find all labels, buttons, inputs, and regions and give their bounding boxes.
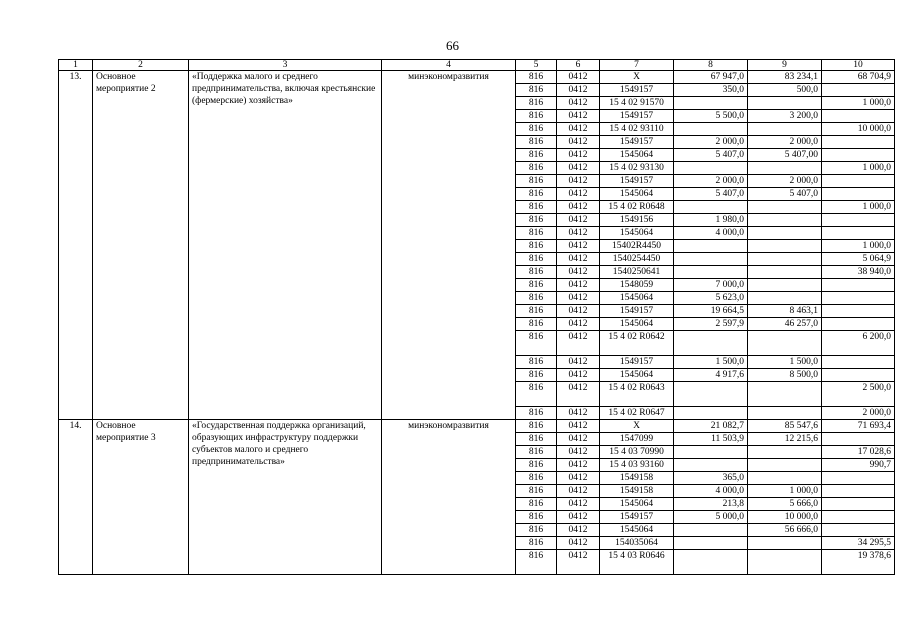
cell-value-8: 2 000,0	[674, 175, 748, 188]
cell-grbs: 816	[516, 123, 557, 136]
cell-value-10	[822, 498, 895, 511]
cell-value-8: 5 407,0	[674, 188, 748, 201]
cell-value-8: 4 000,0	[674, 485, 748, 498]
cell-value-8: 2 597,9	[674, 318, 748, 331]
cell-rzpr: 0412	[557, 318, 600, 331]
cell-rzpr: 0412	[557, 110, 600, 123]
cell-value-8	[674, 201, 748, 214]
cell-value-10	[822, 369, 895, 382]
cell-grbs: 816	[516, 407, 557, 420]
cell-grbs: 816	[516, 97, 557, 110]
cell-csr: 1549157	[600, 305, 674, 318]
cell-value-10: 1 000,0	[822, 240, 895, 253]
cell-value-10	[822, 227, 895, 240]
cell-grbs: 816	[516, 305, 557, 318]
cell-value-9	[748, 459, 822, 472]
cell-value-8: 5 000,0	[674, 511, 748, 524]
cell-grbs: 816	[516, 472, 557, 485]
cell-grbs: 816	[516, 433, 557, 446]
cell-value-9	[748, 550, 822, 575]
cell-value-8: 5 407,0	[674, 149, 748, 162]
cell-value-8	[674, 331, 748, 356]
cell-rzpr: 0412	[557, 97, 600, 110]
cell-grbs: 816	[516, 201, 557, 214]
cell-grbs: 816	[516, 266, 557, 279]
cell-rzpr: 0412	[557, 123, 600, 136]
table-body	[59, 71, 895, 575]
cell-value-10	[822, 485, 895, 498]
cell-value-10	[822, 292, 895, 305]
cell-value-10	[822, 433, 895, 446]
cell-grbs: 816	[516, 420, 557, 433]
cell-grbs: 816	[516, 136, 557, 149]
cell-csr: 15 4 02 93130	[600, 162, 674, 175]
cell-rzpr: 0412	[557, 240, 600, 253]
cell-rzpr: 0412	[557, 279, 600, 292]
cell-rzpr: 0412	[557, 331, 600, 356]
cell-grbs: 816	[516, 459, 557, 472]
cell-value-9	[748, 201, 822, 214]
cell-csr: 15 4 03 R0646	[600, 550, 674, 575]
cell-value-10: 68 704,9	[822, 71, 895, 84]
cell-rzpr: 0412	[557, 71, 600, 84]
cell-value-9	[748, 253, 822, 266]
cell-value-9	[748, 214, 822, 227]
cell-csr: 1549157	[600, 136, 674, 149]
budget-table	[58, 59, 895, 575]
cell-value-9: 10 000,0	[748, 511, 822, 524]
cell-csr: 15 4 02 R0648	[600, 201, 674, 214]
cell-value-9: 5 407,00	[748, 149, 822, 162]
cell-rzpr: 0412	[557, 459, 600, 472]
cell-value-10	[822, 318, 895, 331]
executor: минэкономразвития	[382, 71, 516, 420]
cell-value-10: 5 064,9	[822, 253, 895, 266]
cell-value-10	[822, 356, 895, 369]
cell-csr: 1549157	[600, 110, 674, 123]
cell-rzpr: 0412	[557, 227, 600, 240]
cell-value-8	[674, 459, 748, 472]
cell-grbs: 816	[516, 227, 557, 240]
cell-rzpr: 0412	[557, 420, 600, 433]
cell-rzpr: 0412	[557, 407, 600, 420]
cell-value-8	[674, 253, 748, 266]
header-row	[59, 60, 895, 71]
cell-value-10: 38 940,0	[822, 266, 895, 279]
measure-title: «Поддержка малого и среднего предпринимательства, включая крестьянские (фермерские) хозяйства»	[189, 71, 382, 420]
row-number: 14.	[59, 420, 93, 575]
cell-value-8: 5 500,0	[674, 110, 748, 123]
cell-grbs: 816	[516, 149, 557, 162]
cell-grbs: 816	[516, 240, 557, 253]
cell-value-10: 17 028,6	[822, 446, 895, 459]
cell-grbs: 816	[516, 537, 557, 550]
cell-value-9	[748, 407, 822, 420]
cell-value-9: 1 000,0	[748, 485, 822, 498]
cell-value-8: 11 503,9	[674, 433, 748, 446]
cell-csr: 154035064	[600, 537, 674, 550]
cell-csr: 1545064	[600, 369, 674, 382]
cell-value-8: 4 917,6	[674, 369, 748, 382]
cell-value-9	[748, 162, 822, 175]
cell-value-10: 71 693,4	[822, 420, 895, 433]
cell-rzpr: 0412	[557, 305, 600, 318]
column-header-2: 2	[93, 60, 189, 71]
column-header-4: 4	[382, 60, 516, 71]
cell-grbs: 816	[516, 110, 557, 123]
cell-value-10: 1 000,0	[822, 162, 895, 175]
executor: минэкономразвития	[382, 420, 516, 575]
cell-value-8	[674, 550, 748, 575]
cell-rzpr: 0412	[557, 214, 600, 227]
cell-value-9: 56 666,0	[748, 524, 822, 537]
cell-grbs: 816	[516, 356, 557, 369]
cell-grbs: 816	[516, 279, 557, 292]
cell-value-10	[822, 136, 895, 149]
cell-csr: 1549157	[600, 356, 674, 369]
cell-value-8: 19 664,5	[674, 305, 748, 318]
cell-value-8: 365,0	[674, 472, 748, 485]
cell-rzpr: 0412	[557, 537, 600, 550]
column-header-8: 8	[674, 60, 748, 71]
cell-rzpr: 0412	[557, 433, 600, 446]
cell-value-10	[822, 472, 895, 485]
cell-rzpr: 0412	[557, 149, 600, 162]
column-header-6: 6	[557, 60, 600, 71]
cell-rzpr: 0412	[557, 511, 600, 524]
cell-value-10: 1 000,0	[822, 97, 895, 110]
cell-value-8	[674, 382, 748, 407]
cell-value-8: 5 623,0	[674, 292, 748, 305]
cell-rzpr: 0412	[557, 356, 600, 369]
cell-value-9	[748, 240, 822, 253]
cell-value-9: 8 500,0	[748, 369, 822, 382]
cell-csr: 1545064	[600, 498, 674, 511]
cell-csr: 1549158	[600, 472, 674, 485]
cell-grbs: 816	[516, 162, 557, 175]
cell-value-10	[822, 84, 895, 97]
cell-grbs: 816	[516, 382, 557, 407]
cell-rzpr: 0412	[557, 369, 600, 382]
cell-value-9	[748, 266, 822, 279]
cell-value-8: 350,0	[674, 84, 748, 97]
cell-value-10: 10 000,0	[822, 123, 895, 136]
cell-value-8: 1 980,0	[674, 214, 748, 227]
cell-value-10	[822, 214, 895, 227]
cell-value-9: 85 547,6	[748, 420, 822, 433]
cell-value-9	[748, 382, 822, 407]
cell-rzpr: 0412	[557, 136, 600, 149]
cell-value-10: 34 295,5	[822, 537, 895, 550]
cell-csr: 1548059	[600, 279, 674, 292]
cell-value-8	[674, 524, 748, 537]
cell-csr: 1547099	[600, 433, 674, 446]
cell-value-10: 6 200,0	[822, 331, 895, 356]
cell-value-8	[674, 446, 748, 459]
cell-rzpr: 0412	[557, 188, 600, 201]
cell-csr: 1540250641	[600, 266, 674, 279]
cell-rzpr: 0412	[557, 201, 600, 214]
cell-grbs: 816	[516, 511, 557, 524]
cell-value-10: 2 000,0	[822, 407, 895, 420]
cell-value-9: 2 000,0	[748, 136, 822, 149]
cell-grbs: 816	[516, 188, 557, 201]
cell-csr: 1545064	[600, 188, 674, 201]
cell-rzpr: 0412	[557, 84, 600, 97]
cell-rzpr: 0412	[557, 266, 600, 279]
column-header-10: 10	[822, 60, 895, 71]
cell-value-9	[748, 331, 822, 356]
cell-grbs: 816	[516, 318, 557, 331]
cell-csr: 15 4 02 R0643	[600, 382, 674, 407]
cell-csr: 1540254450	[600, 253, 674, 266]
cell-grbs: 816	[516, 292, 557, 305]
column-header-7: 7	[600, 60, 674, 71]
cell-value-8: 67 947,0	[674, 71, 748, 84]
cell-value-8	[674, 266, 748, 279]
cell-value-8: 2 000,0	[674, 136, 748, 149]
cell-value-10	[822, 110, 895, 123]
cell-value-10	[822, 511, 895, 524]
cell-value-10: 1 000,0	[822, 201, 895, 214]
cell-csr: 1545064	[600, 227, 674, 240]
cell-value-8	[674, 537, 748, 550]
cell-value-10: 2 500,0	[822, 382, 895, 407]
cell-rzpr: 0412	[557, 382, 600, 407]
cell-csr: 15 4 03 70990	[600, 446, 674, 459]
cell-value-9: 1 500,0	[748, 356, 822, 369]
cell-grbs: 816	[516, 550, 557, 575]
cell-rzpr: 0412	[557, 253, 600, 266]
cell-value-9	[748, 537, 822, 550]
cell-csr: 1549156	[600, 214, 674, 227]
cell-value-9	[748, 292, 822, 305]
cell-grbs: 816	[516, 446, 557, 459]
cell-value-9: 2 000,0	[748, 175, 822, 188]
cell-csr: 15 4 02 R0642	[600, 331, 674, 356]
table-row	[59, 420, 895, 433]
cell-value-8: 7 000,0	[674, 279, 748, 292]
cell-value-8	[674, 407, 748, 420]
cell-value-9: 500,0	[748, 84, 822, 97]
measure-title: «Государственная поддержка организаций, образующих инфраструктуру поддержки субъектов малого и среднего предпринимательства»	[189, 420, 382, 575]
cell-grbs: 816	[516, 71, 557, 84]
cell-value-10	[822, 149, 895, 162]
cell-csr: 15 4 02 91570	[600, 97, 674, 110]
cell-csr: 15 4 02 93110	[600, 123, 674, 136]
cell-grbs: 816	[516, 498, 557, 511]
cell-csr: Х	[600, 71, 674, 84]
measure-name: Основное мероприятие 2	[93, 71, 189, 420]
cell-value-8	[674, 123, 748, 136]
cell-rzpr: 0412	[557, 446, 600, 459]
cell-grbs: 816	[516, 485, 557, 498]
cell-value-9: 83 234,1	[748, 71, 822, 84]
cell-value-9	[748, 472, 822, 485]
cell-csr: Х	[600, 420, 674, 433]
cell-grbs: 816	[516, 253, 557, 266]
cell-value-10: 990,7	[822, 459, 895, 472]
cell-value-9	[748, 446, 822, 459]
cell-value-9: 3 200,0	[748, 110, 822, 123]
cell-grbs: 816	[516, 84, 557, 97]
cell-value-9	[748, 123, 822, 136]
cell-csr: 1549157	[600, 175, 674, 188]
cell-value-9: 5 666,0	[748, 498, 822, 511]
cell-csr: 15 4 02 R0647	[600, 407, 674, 420]
cell-csr: 1549158	[600, 485, 674, 498]
cell-value-10	[822, 279, 895, 292]
cell-value-8	[674, 240, 748, 253]
cell-value-10	[822, 175, 895, 188]
cell-value-9	[748, 227, 822, 240]
row-number: 13.	[59, 71, 93, 420]
cell-grbs: 816	[516, 331, 557, 356]
cell-value-8	[674, 97, 748, 110]
cell-rzpr: 0412	[557, 472, 600, 485]
cell-rzpr: 0412	[557, 498, 600, 511]
cell-value-10: 19 378,6	[822, 550, 895, 575]
cell-rzpr: 0412	[557, 292, 600, 305]
cell-value-10	[822, 524, 895, 537]
cell-grbs: 816	[516, 214, 557, 227]
cell-csr: 1545064	[600, 292, 674, 305]
cell-value-9: 12 215,6	[748, 433, 822, 446]
cell-value-9: 5 407,0	[748, 188, 822, 201]
cell-value-10	[822, 305, 895, 318]
table-row	[59, 71, 895, 84]
column-header-5: 5	[516, 60, 557, 71]
cell-value-8: 1 500,0	[674, 356, 748, 369]
cell-value-9: 8 463,1	[748, 305, 822, 318]
column-header-1: 1	[59, 60, 93, 71]
cell-value-9	[748, 97, 822, 110]
cell-rzpr: 0412	[557, 524, 600, 537]
cell-csr: 1545064	[600, 318, 674, 331]
measure-name: Основное мероприятие 3	[93, 420, 189, 575]
cell-csr: 15 4 03 93160	[600, 459, 674, 472]
cell-value-10	[822, 188, 895, 201]
cell-rzpr: 0412	[557, 485, 600, 498]
cell-csr: 1549157	[600, 84, 674, 97]
cell-grbs: 816	[516, 175, 557, 188]
column-header-3: 3	[189, 60, 382, 71]
cell-grbs: 816	[516, 524, 557, 537]
cell-value-8: 21 082,7	[674, 420, 748, 433]
column-header-9: 9	[748, 60, 822, 71]
cell-value-8: 213,8	[674, 498, 748, 511]
cell-value-8	[674, 162, 748, 175]
page-number: 66	[446, 38, 459, 53]
cell-rzpr: 0412	[557, 175, 600, 188]
cell-value-9: 46 257,0	[748, 318, 822, 331]
cell-csr: 15402R4450	[600, 240, 674, 253]
cell-csr: 1549157	[600, 511, 674, 524]
cell-grbs: 816	[516, 369, 557, 382]
cell-rzpr: 0412	[557, 550, 600, 575]
cell-rzpr: 0412	[557, 162, 600, 175]
cell-value-9	[748, 279, 822, 292]
cell-csr: 1545064	[600, 524, 674, 537]
cell-csr: 1545064	[600, 149, 674, 162]
cell-value-8: 4 000,0	[674, 227, 748, 240]
